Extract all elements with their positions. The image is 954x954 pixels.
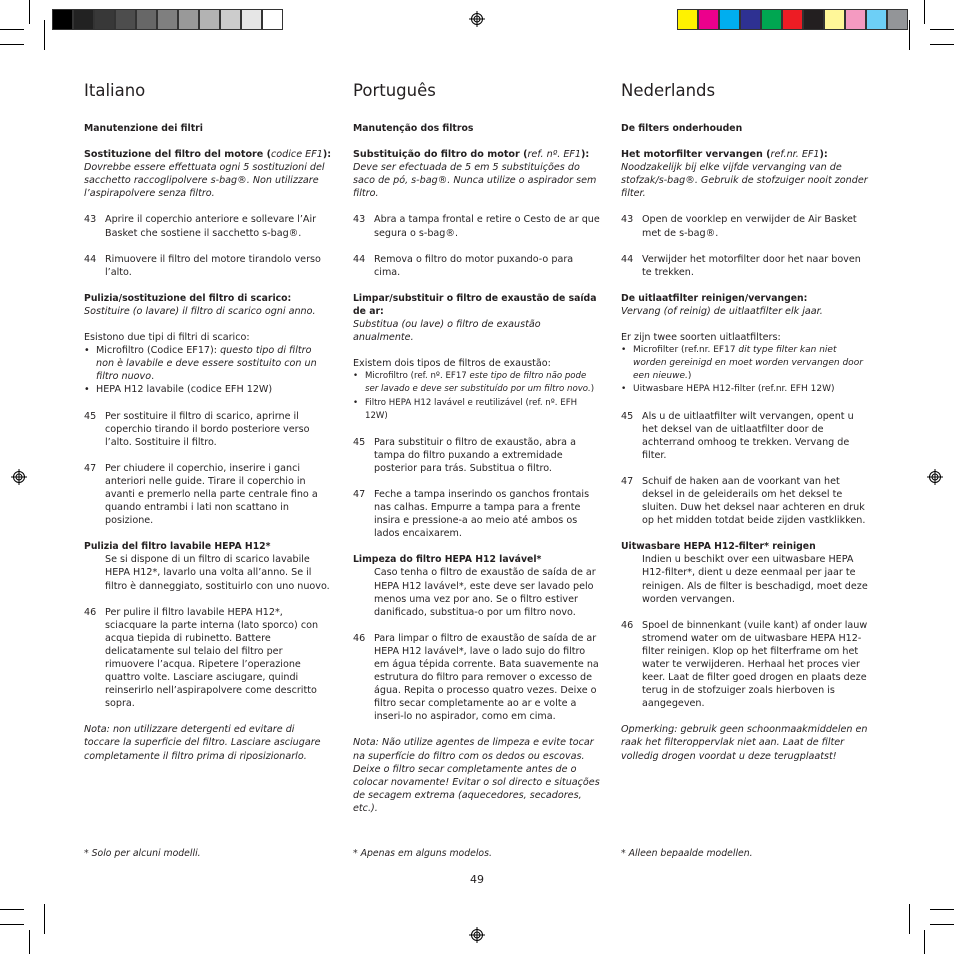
paragraph: Se si dispone di un filtro di scarico lavabile HEPA H12*, lavarlo una volta all’anno. Se il filtro è danneggiato, sostituirlo con uno nuovo. [105, 554, 330, 592]
section-heading: Pulizia/sostituzione del filtro di scarico: [84, 292, 292, 304]
registration-mark-icon [469, 11, 485, 27]
color-swatch [157, 9, 178, 30]
section-heading: Het motorfilter vervangen (ref.nr. EF1): [621, 149, 828, 161]
step-46: 46 Spoel de binnenkant (vuile kant) af onder lauw stromend water om de uitwasbare HEPA H12-filter reinigen. Klop op het filterframe om het water te verwijderen. Herhaal het proces vier keer. Laat de filter goed drogen en plaats deze terug in de stofzuiger zoals hierboven is aangegeven. [621, 619, 868, 710]
step-43: 43 Open de voorklep en verwijder de Air Basket met de s-bag®. [621, 214, 857, 239]
color-swatch [761, 9, 782, 30]
list-item: • HEPA H12 lavabile (codice EFH 12W) [84, 384, 273, 396]
color-swatch [803, 9, 824, 30]
color-swatch [115, 9, 136, 30]
registration-mark-icon [11, 469, 27, 485]
column-title: Nederlands [621, 81, 716, 100]
crop-mark [909, 20, 910, 50]
crop-mark [930, 44, 954, 45]
column-title: Italiano [84, 81, 146, 100]
section-heading: Limpeza do filtro HEPA H12 lavável* [353, 554, 542, 566]
crop-mark [930, 29, 954, 30]
section-note: Noodzakelijk bij elke vijfde vervanging van de stofzak/s-bag®. Gebruik de stofzuiger nooit zonder filter. [621, 162, 868, 200]
list-item: • Microfilter (ref.nr. EF17 dit type filter kan niet worden gereinigd en moet worden vervangen door een nieuwe.) [621, 345, 863, 382]
color-swatch [719, 9, 740, 30]
color-swatch [178, 9, 199, 30]
step-46: 46 Per pulire il filtro lavabile HEPA H12*, sciacquare la parte interna (lato sporco) con acqua tiepida di rubinetto. Battere delicatamente sul telaio del filtro per rimuovere l’acqua. Ripetere l’operazione quattro volte. Lasciare asciugare, quindi reinserirlo nell’aspirapolvere come descritto sopra. [84, 606, 319, 710]
crop-mark [930, 909, 954, 910]
column-nederlands [621, 80, 869, 763]
color-swatch [136, 9, 157, 30]
crop-mark [924, 930, 925, 954]
list-item: • Microfiltro (ref. nº. EF17 este tipo de filtro não pode ser lavado e deve ser substituído por um filtro novo.) [353, 371, 595, 395]
step-44: 44 Remova o filtro do motor puxando-o para cima. [353, 253, 574, 278]
paragraph: Esistono due tipi di filtri di scarico: [84, 332, 250, 344]
step-47: 47 Feche a tampa inserindo os ganchos frontais nas calhas. Empurre a tampa para a frente insira e pressione-a ao meio até ambos os lados encaixarem. [353, 488, 590, 540]
crop-mark [44, 904, 45, 934]
section-heading: Uitwasbare HEPA H12-filter* reinigen [621, 541, 816, 553]
crop-mark [924, 0, 925, 24]
color-swatch [740, 9, 761, 30]
crop-mark [0, 44, 24, 45]
section-heading: Pulizia del filtro lavabile HEPA H12* [84, 541, 271, 553]
column-title: Português [353, 81, 436, 100]
color-swatch [824, 9, 845, 30]
paragraph: Caso tenha o filtro de exaustão de saída de ar HEPA H12 lavável*, este deve ser lavado pelo menos uma vez por ano. Se o filtro estiver danificado, substitua-o por um filtro novo. [374, 567, 596, 618]
step-45: 45 Als u de uitlaatfilter wilt vervangen, opent u het deksel van de uitlaatfilter door de achterrand omhoog te trekken. Vervang de filter. [621, 410, 854, 461]
step-45: 45 Per sostituire il filtro di scarico, aprirne il coperchio tirando il bordo posteriore verso l’alto. Sostituire il filtro. [84, 410, 310, 448]
crop-mark [44, 20, 45, 50]
color-swatch [845, 9, 866, 30]
section-note: Sostituire (o lavare) il filtro di scarico ogni anno. [84, 305, 316, 317]
list-item: • Microfiltro (Codice EF17): questo tipo di filtro non è lavabile e deve essere sostituito con un filtro nuovo. [84, 345, 317, 383]
crop-mark [0, 924, 24, 925]
note: Opmerking: gebruik geen schoonmaakmiddelen en raak het filteroppervlak niet aan. Laat de filter volledig drogen voordat u deze terugplaatst! [621, 724, 868, 762]
grayscale-color-bar [52, 9, 283, 30]
paragraph: Existem dois tipos de filtros de exaustão: [353, 358, 551, 370]
color-swatch [677, 9, 698, 30]
crop-mark [29, 0, 30, 24]
column-italiano [84, 80, 332, 763]
list-item: • Filtro HEPA H12 lavável e reutilizável (ref. nº. EFH 12W) [353, 397, 578, 421]
color-swatch [220, 9, 241, 30]
section-heading: Manutenzione dei filtri [84, 123, 203, 134]
column-portugues [353, 80, 601, 815]
step-47: 47 Per chiudere il coperchio, inserire i ganci anteriori nelle guide. Tirare il coperchio in avanti e premerlo nella parte centrale fino a quando entrambi i lati non scattano in posizione. [84, 462, 318, 527]
step-47: 47 Schuif de haken aan de voorkant van het deksel in de geleiderails om het deksel te sluiten. Duw het deksel naar achteren en druk op het midden totdat beide zijden vastklikken. [621, 475, 866, 527]
color-swatch [887, 9, 908, 30]
color-swatch [52, 9, 73, 30]
note: Nota: Não utilize agentes de limpeza e evite tocar na superfície do filtro com os dedos ou escovas. Deixe o filtro secar completamente antes de o colocar novamente! Evitar o sol directo e situações de secagem extrema (aquecedores, secadores, etc.). [353, 737, 600, 814]
color-swatch [782, 9, 803, 30]
section-note: Substitua (ou lave) o filtro de exaustão anualmente. [353, 319, 541, 344]
paragraph: Er zijn twee soorten uitlaatfilters: [621, 332, 781, 344]
section-note: Deve ser efectuada de 5 em 5 substituições do saco de pó, s-bag®. Nunca utilize o aspirador sem filtro. [353, 162, 597, 200]
step-43: 43 Abra a tampa frontal e retire o Cesto de ar que segura o s-bag®. [353, 214, 600, 239]
section-heading: De filters onderhouden [621, 123, 743, 134]
color-swatch [262, 9, 283, 30]
color-swatch [94, 9, 115, 30]
footnote: * Apenas em alguns modelos. [353, 848, 492, 859]
step-45: 45 Para substituir o filtro de exaustão, abra a tampa do filtro puxando a extremidade posterior para trás. Substitua o filtro. [353, 436, 576, 474]
list-item: • Uitwasbare HEPA H12-filter (ref.nr. EFH 12W) [621, 384, 835, 395]
registration-mark-icon [469, 927, 485, 943]
section-heading: Limpar/substituir o filtro de exaustão de saída de ar: [353, 292, 597, 317]
note: Nota: non utilizzare detergenti ed evitare di toccare la superficie del filtro. Lasciare asciugare completamente il filtro prima di riposizionarlo. [84, 724, 321, 762]
step-44: 44 Rimuovere il filtro del motore tirandolo verso l’alto. [84, 253, 321, 278]
process-color-bar [677, 9, 908, 30]
crop-mark [0, 909, 24, 910]
footnote: * Alleen bepaalde modellen. [621, 848, 753, 859]
section-heading: Manutenção dos filtros [353, 123, 474, 134]
color-swatch [241, 9, 262, 30]
section-heading: Substituição do filtro do motor (ref. nº. EF1): [353, 149, 590, 161]
color-swatch [73, 9, 94, 30]
step-44: 44 Verwijder het motorfilter door het naar boven te trekken. [621, 253, 861, 278]
color-swatch [866, 9, 887, 30]
color-swatch [698, 9, 719, 30]
crop-mark [909, 904, 910, 934]
page-number: 49 [470, 873, 484, 886]
section-heading: De uitlaatfilter reinigen/vervangen: [621, 292, 808, 304]
step-43: 43 Aprire il coperchio anteriore e sollevare l’Air Basket che sostiene il sacchetto s-bag®. [84, 214, 317, 239]
footnote: * Solo per alcuni modelli. [84, 848, 201, 859]
section-heading: Sostituzione del filtro del motore (codice EF1): [84, 149, 332, 161]
paragraph: Indien u beschikt over een uitwasbare HEPA H12-filter*, dient u deze eenmaal per jaar te reinigen. Als de filter is beschadigd, moet deze worden vervangen. [642, 554, 868, 605]
registration-mark-icon [927, 469, 943, 485]
color-swatch [199, 9, 220, 30]
crop-mark [29, 930, 30, 954]
section-note: Vervang (of reinig) de uitlaatfilter elk jaar. [621, 305, 823, 317]
step-46: 46 Para limpar o filtro de exaustão de saída de ar HEPA H12 lavável*, lave o lado sujo do filtro em água tépida corrente. Bata suavemente na estrutura do filtro para remover o excesso de água. Repita o processo quatro vezes. Deixe o filtro secar completamente ao ar e volte a inseri-lo no aspirador, como em cima. [353, 632, 599, 723]
crop-mark [0, 29, 24, 30]
crop-mark [930, 924, 954, 925]
section-note: Dovrebbe essere effettuata ogni 5 sostituzioni del sacchetto raccoglipolvere s-bag®. Non utilizzare l’aspirapolvere senza filtro. [84, 162, 325, 200]
